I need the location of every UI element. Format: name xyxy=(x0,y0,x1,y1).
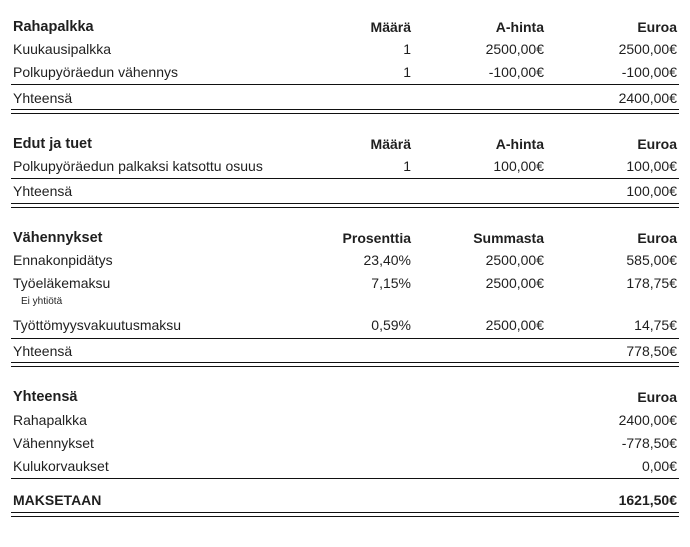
row-label: Työttömyysvakuutusmaksu xyxy=(13,317,182,333)
table-row xyxy=(11,314,679,336)
total-value: 2400,00€ xyxy=(618,90,677,106)
column-header-percent: Prosenttia xyxy=(342,230,411,246)
section-title: Yhteensä xyxy=(13,389,78,405)
column-header-unit-price: A-hinta xyxy=(495,136,544,152)
row-unit-price: 2500,00€ xyxy=(485,41,544,57)
row-qty: 1 xyxy=(403,41,411,57)
total-label: Yhteensä xyxy=(13,183,73,199)
divider xyxy=(11,84,679,85)
double-divider xyxy=(11,512,679,517)
table-row xyxy=(11,432,679,454)
row-label: Kulukorvaukset xyxy=(13,458,109,474)
row-qty: 1 xyxy=(403,158,411,174)
note-row xyxy=(11,294,679,310)
row-label: Ennakonpidätys xyxy=(13,252,113,268)
payout-value: 1621,50€ xyxy=(618,492,677,508)
row-label: Kuukausipalkka xyxy=(13,41,112,57)
row-label: Polkupyöräedun palkaksi katsottu osuus xyxy=(13,158,263,174)
total-value: 778,50€ xyxy=(626,343,677,359)
row-unit-price: 100,00€ xyxy=(493,158,544,174)
column-header-euros: Euroa xyxy=(637,19,677,35)
divider xyxy=(11,478,679,479)
section-title: Vähennykset xyxy=(13,230,103,246)
row-percent: 23,40% xyxy=(363,252,411,268)
summary-header xyxy=(11,386,679,408)
row-unit-price: -100,00€ xyxy=(488,64,544,80)
column-header-qty: Määrä xyxy=(370,136,411,152)
table-row xyxy=(11,272,679,294)
table-row xyxy=(11,249,679,271)
section-title: Rahapalkka xyxy=(13,19,94,35)
total-value: 100,00€ xyxy=(626,183,677,199)
total-row xyxy=(11,87,679,109)
column-header-unit-price: A-hinta xyxy=(495,19,544,35)
total-row xyxy=(11,340,679,362)
row-note: Ei yhtiötä xyxy=(21,296,63,307)
column-header-euros: Euroa xyxy=(637,136,677,152)
row-base: 2500,00€ xyxy=(485,275,544,291)
table-row xyxy=(11,455,679,477)
row-label: Vähennykset xyxy=(13,435,94,451)
row-euros: -778,50€ xyxy=(621,435,677,451)
row-percent: 0,59% xyxy=(371,317,411,333)
row-euros: 0,00€ xyxy=(641,458,677,474)
column-header-base: Summasta xyxy=(473,230,544,246)
row-euros: 100,00€ xyxy=(626,158,677,174)
row-euros: 178,75€ xyxy=(626,275,677,291)
double-divider xyxy=(11,362,679,367)
edut-header xyxy=(11,133,679,155)
double-divider xyxy=(11,203,679,208)
row-base: 2500,00€ xyxy=(485,252,544,268)
divider xyxy=(11,338,679,339)
payout-label: MAKSETAAN xyxy=(13,492,102,508)
row-label: Polkupyöräedun vähennys xyxy=(13,64,179,80)
payout-row xyxy=(11,489,679,511)
table-row xyxy=(11,38,679,60)
row-euros: 14,75€ xyxy=(634,317,677,333)
row-label: Työeläkemaksu xyxy=(13,275,111,291)
section-title: Edut ja tuet xyxy=(13,136,92,152)
row-euros: 585,00€ xyxy=(626,252,677,268)
column-header-euros: Euroa xyxy=(637,230,677,246)
table-row xyxy=(11,155,679,177)
vahennykset-header xyxy=(11,227,679,249)
row-euros: -100,00€ xyxy=(621,64,677,80)
total-row xyxy=(11,180,679,202)
column-header-euros: Euroa xyxy=(637,389,677,405)
row-euros: 2500,00€ xyxy=(618,41,677,57)
table-row xyxy=(11,409,679,431)
total-label: Yhteensä xyxy=(13,343,73,359)
table-row xyxy=(11,61,679,83)
rahapalkka-header xyxy=(11,16,679,38)
row-base: 2500,00€ xyxy=(485,317,544,333)
row-euros: 2400,00€ xyxy=(618,412,677,428)
row-percent: 7,15% xyxy=(371,275,411,291)
row-qty: 1 xyxy=(403,64,411,80)
row-label: Rahapalkka xyxy=(13,412,87,428)
divider xyxy=(11,178,679,179)
double-divider xyxy=(11,109,679,114)
column-header-qty: Määrä xyxy=(370,19,411,35)
total-label: Yhteensä xyxy=(13,90,73,106)
